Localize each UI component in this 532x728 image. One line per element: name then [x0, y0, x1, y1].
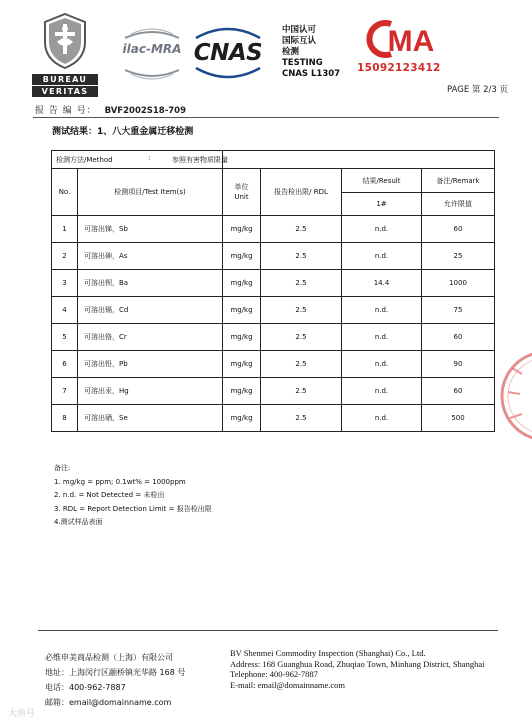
row-unit: mg/kg	[223, 270, 261, 297]
watermark-text: 大鱼号	[8, 709, 36, 719]
row-result: n.d.	[342, 216, 422, 243]
cert-line-3: 检测	[282, 47, 300, 57]
header-divider	[33, 117, 499, 118]
row-no: 1	[52, 216, 78, 243]
row-test-item: 可溶出硒，Se	[78, 405, 223, 432]
header-result: 结果/Result	[342, 169, 422, 193]
row-result: 14.4	[342, 270, 422, 297]
row-limit: 60	[422, 216, 495, 243]
note-item: 1. mg/kg = ppm; 0.1wt% = 1000ppm	[54, 477, 186, 486]
ilac-mra-text: ilac-MRA	[122, 42, 182, 56]
footer-cn-address: 地址：上海闵行区颛桥镇光华路 168 号	[45, 668, 186, 677]
cma-logo	[357, 18, 447, 78]
row-unit: mg/kg	[223, 216, 261, 243]
row-limit: 25	[422, 243, 495, 270]
footer-en-company: BV Shenmei Commodity Inspection (Shanghai) Co., Ltd.	[230, 648, 426, 658]
row-limit: 1000	[422, 270, 495, 297]
header-remark: 备注/Remark	[422, 169, 495, 193]
footer-chinese	[45, 650, 225, 710]
notes-block	[54, 462, 354, 530]
red-seal-stamp-icon	[498, 348, 532, 444]
row-rdl: 2.5	[261, 405, 342, 432]
row-test-item: 可溶出汞，Hg	[78, 378, 223, 405]
note-item: 2. n.d. = Not Detected = 未检出	[54, 491, 165, 499]
footer-cn-company: 必维申美商品检测（上海）有限公司	[45, 653, 173, 662]
cnas-logo	[190, 24, 266, 82]
row-limit: 60	[422, 378, 495, 405]
table-row	[52, 243, 495, 270]
row-test-item: 可溶出砷，As	[78, 243, 223, 270]
row-no: 8	[52, 405, 78, 432]
page-number: PAGE 第 2/3 页	[447, 85, 508, 95]
notes-title: 备注:	[54, 464, 71, 472]
report-number-row	[35, 103, 495, 117]
cma-logo-text: MA	[387, 25, 435, 58]
bv-logo-line1: BUREAU	[32, 74, 98, 85]
row-rdl: 2.5	[261, 378, 342, 405]
header-result-sample: 1#	[342, 193, 422, 216]
table-row	[52, 405, 495, 432]
footer-divider	[38, 630, 498, 631]
method-row	[52, 151, 495, 169]
table-row	[52, 216, 495, 243]
header-unit-en: Unit	[234, 193, 249, 201]
note-item: 3. RDL = Report Detection Limit = 报告检出限	[54, 504, 212, 513]
row-rdl: 2.5	[261, 270, 342, 297]
row-unit: mg/kg	[223, 378, 261, 405]
row-rdl: 2.5	[261, 216, 342, 243]
row-rdl: 2.5	[261, 324, 342, 351]
section-title: 测试结果：1、八大重金属迁移检测	[52, 127, 194, 137]
header-test-item: 检测项目/Test Item(s)	[78, 169, 223, 216]
row-rdl: 2.5	[261, 351, 342, 378]
accreditation-block	[282, 25, 352, 80]
table-row	[52, 378, 495, 405]
row-limit: 90	[422, 351, 495, 378]
cert-line-1: 中国认可	[282, 25, 317, 35]
method-value: 参照有害物质限量	[172, 155, 228, 164]
row-test-item: 可溶出镉，Cd	[78, 297, 223, 324]
header-unit-cn: 单位	[234, 183, 249, 191]
row-result: n.d.	[342, 297, 422, 324]
method-label: 检测方法/Method	[56, 155, 113, 164]
table-row	[52, 297, 495, 324]
row-rdl: 2.5	[261, 243, 342, 270]
footer-cn-phone: 电话：400-962-7887	[45, 683, 126, 692]
cma-logo-icon	[357, 18, 447, 60]
row-test-item: 可溶出锑，Sb	[78, 216, 223, 243]
method-colon: :	[148, 154, 151, 162]
header-unit	[223, 169, 261, 216]
row-result: n.d.	[342, 405, 422, 432]
row-result: n.d.	[342, 378, 422, 405]
row-result: n.d.	[342, 324, 422, 351]
results-table	[51, 150, 495, 432]
footer-en-address: Address: 168 Guanghua Road, Zhuqiao Town, Minhang District, Shanghai	[230, 658, 485, 669]
row-no: 5	[52, 324, 78, 351]
row-unit: mg/kg	[223, 351, 261, 378]
header-no: No.	[52, 169, 78, 216]
cert-line-4: TESTING	[282, 58, 323, 68]
row-rdl: 2.5	[261, 297, 342, 324]
cma-phone: 15092123412	[357, 62, 441, 74]
table-row	[52, 351, 495, 378]
footer-en-phone: Telephone: 400-962-7887	[230, 669, 318, 680]
report-number-value: BVF2002S18-709	[104, 106, 186, 116]
bureau-veritas-logo	[32, 12, 98, 98]
row-limit: 500	[422, 405, 495, 432]
method-value-cell	[172, 151, 495, 169]
row-no: 7	[52, 378, 78, 405]
row-unit: mg/kg	[223, 324, 261, 351]
report-number-label: 报 告 编 号：	[35, 106, 97, 116]
row-test-item: 可溶出铅，Pb	[78, 351, 223, 378]
row-unit: mg/kg	[223, 405, 261, 432]
row-test-item: 可溶出铬，Cr	[78, 324, 223, 351]
cert-line-2: 国际互认	[282, 36, 317, 46]
header-rdl: 报告检出限/ RDL	[261, 169, 342, 216]
note-item: 4.测试样品表面	[54, 518, 103, 526]
row-limit: 75	[422, 297, 495, 324]
footer-cn-email: 邮箱：email@domainname.com	[45, 698, 172, 707]
footer-en-email: E-mail: email@domainname.com	[230, 679, 345, 690]
row-no: 4	[52, 297, 78, 324]
header-remark-limit: 允许限值	[422, 193, 495, 216]
row-result: n.d.	[342, 351, 422, 378]
row-unit: mg/kg	[223, 243, 261, 270]
bureau-veritas-emblem-icon	[41, 12, 89, 70]
ilac-mra-logo	[117, 26, 187, 82]
row-unit: mg/kg	[223, 297, 261, 324]
bv-logo-line2: VERITAS	[32, 86, 98, 97]
row-test-item: 可溶出钡，Ba	[78, 270, 223, 297]
table-row	[52, 270, 495, 297]
row-result: n.d.	[342, 243, 422, 270]
table-header-row	[52, 169, 495, 193]
cnas-text: CNAS	[193, 40, 263, 66]
table-row	[52, 324, 495, 351]
row-no: 2	[52, 243, 78, 270]
row-limit: 60	[422, 324, 495, 351]
footer-english	[230, 648, 500, 690]
row-no: 3	[52, 270, 78, 297]
cert-line-5: CNAS L1307	[282, 69, 341, 79]
row-no: 6	[52, 351, 78, 378]
